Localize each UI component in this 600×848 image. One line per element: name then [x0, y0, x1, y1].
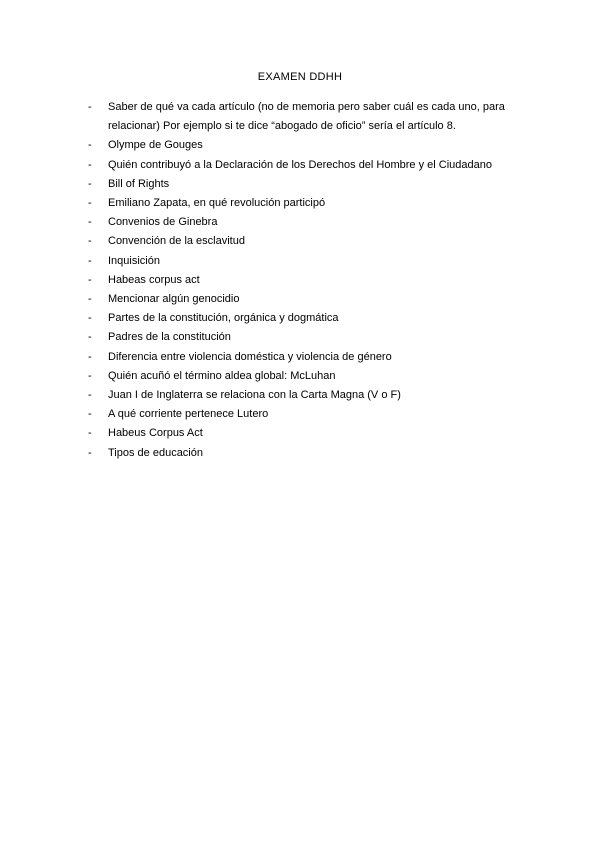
- list-item: [88, 328, 528, 347]
- bullet-dash: -: [88, 293, 92, 306]
- bullet-dash: -: [88, 331, 92, 344]
- list-item: [88, 213, 528, 232]
- list-item: [88, 98, 528, 136]
- bullet-dash: -: [88, 350, 92, 363]
- list-item-text: Quién acuñó el término aldea global: McLuhan: [108, 369, 336, 382]
- list-item-text: Emiliano Zapata, en qué revolución participó: [108, 197, 326, 210]
- document-title: EXAMEN DDHH: [257, 71, 343, 83]
- bullet-dash: -: [88, 389, 92, 402]
- list-item: [88, 232, 528, 251]
- list-item-text: Habeus Corpus Act: [108, 427, 203, 440]
- bullet-dash: -: [88, 139, 92, 152]
- list-item: [88, 175, 528, 194]
- bullet-dash: -: [88, 446, 92, 459]
- list-item: [88, 386, 528, 405]
- list-item-text: A qué corriente pertenece Lutero: [108, 408, 269, 421]
- bullet-dash: -: [88, 101, 92, 113]
- list-item: [88, 252, 528, 271]
- bullet-dash: -: [88, 273, 92, 286]
- list-item: [88, 194, 528, 213]
- list-item: [88, 309, 528, 328]
- list-item-text: Tipos de educación: [108, 446, 203, 459]
- bullet-dash: -: [88, 177, 92, 190]
- list-item-text: Inquisición: [108, 254, 160, 267]
- bullet-dash: -: [88, 235, 92, 248]
- list-item: [88, 444, 528, 463]
- list-item-text: Convención de la esclavitud: [108, 235, 245, 248]
- bullet-dash: -: [88, 158, 92, 171]
- list-item-text: Padres de la constitución: [108, 331, 231, 344]
- list-item-text: Quién contribuyó a la Declaración de los Derechos del Hombre y el Ciudadano: [108, 158, 492, 171]
- list-item-text: Mencionar algún genocidio: [108, 293, 240, 306]
- list-item: [88, 405, 528, 424]
- list-item: [88, 136, 528, 155]
- bullet-dash: -: [88, 254, 92, 267]
- list-item-text: Olympe de Gouges: [108, 139, 203, 152]
- list-item-text: Convenios de Ginebra: [108, 216, 218, 229]
- list-item-text: Saber de qué va cada artículo (no de memoria pero saber cuál es cada uno, para relacionar) Por ejemplo si te dice “abogado de oficio” sería el artículo 8.: [108, 101, 505, 133]
- list-item-text: Bill of Rights: [108, 177, 170, 190]
- list-item-text: Habeas corpus act: [108, 273, 200, 286]
- bullet-dash: -: [88, 216, 92, 229]
- list-item: [88, 271, 528, 290]
- bullet-dash: -: [88, 369, 92, 382]
- list-item: [88, 156, 528, 175]
- list-item-text: Juan I de Inglaterra se relaciona con la Carta Magna (V o F): [108, 389, 401, 402]
- bullet-dash: -: [88, 427, 92, 440]
- list-item: [88, 348, 528, 367]
- bullet-dash: -: [88, 312, 92, 325]
- list-item-text: Partes de la constitución, orgánica y dogmática: [108, 312, 339, 325]
- list-item: [88, 290, 528, 309]
- list-item: [88, 367, 528, 386]
- exam-topic-list: [88, 98, 528, 463]
- bullet-dash: -: [88, 197, 92, 210]
- bullet-dash: -: [88, 408, 92, 421]
- list-item-text: Diferencia entre violencia doméstica y violencia de género: [108, 350, 392, 363]
- list-item: [88, 424, 528, 443]
